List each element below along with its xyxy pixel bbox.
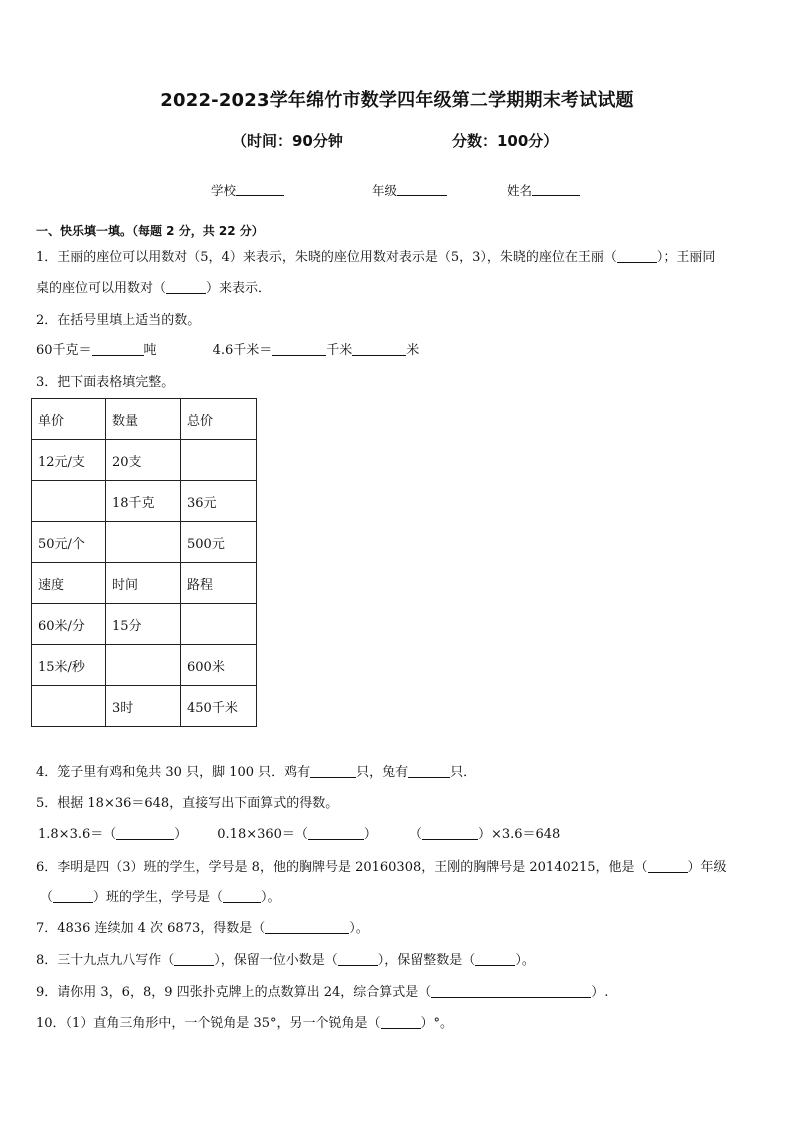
table-cell-blank[interactable] bbox=[32, 686, 106, 727]
table-row bbox=[32, 686, 257, 727]
q8-text-d: ）。 bbox=[515, 953, 535, 968]
question-1-line-2 bbox=[36, 281, 271, 297]
q4-text-a: 4．笼子里有鸡和兔共 30 只，脚 100 只．鸡有 bbox=[36, 765, 311, 780]
table-row bbox=[32, 522, 257, 563]
table-cell: 12元/支 bbox=[32, 440, 106, 481]
name-field bbox=[507, 181, 580, 199]
q2-blank-2[interactable] bbox=[272, 343, 326, 356]
question-5: 5．根据 18×36＝648，直接写出下面算式的得数。 bbox=[36, 796, 339, 811]
q4-text-b: 只，兔有 bbox=[356, 765, 409, 780]
table-row bbox=[32, 481, 257, 522]
table-cell: 36元 bbox=[181, 481, 257, 522]
q5-blank-2[interactable] bbox=[308, 827, 364, 840]
table-cell: 15分 bbox=[106, 604, 181, 645]
table-cell: 450千米 bbox=[181, 686, 257, 727]
q6-text-b: ）年级 bbox=[687, 860, 727, 875]
fill-table bbox=[31, 398, 257, 727]
question-8 bbox=[36, 953, 535, 969]
q5-text-e: （ bbox=[408, 827, 422, 842]
q6-text-d: ）班的学生，学号是（ bbox=[93, 890, 224, 905]
q4-blank-1[interactable] bbox=[310, 765, 356, 778]
q2-text-c: 4.6千米＝ bbox=[212, 343, 273, 358]
q1-text-b: ）；王丽同 bbox=[656, 250, 716, 265]
table-row bbox=[32, 563, 257, 604]
table-cell: 总价 bbox=[181, 399, 257, 440]
q1-text-d: ）来表示． bbox=[206, 281, 272, 296]
question-7 bbox=[36, 921, 369, 937]
question-5-items bbox=[38, 827, 560, 843]
table-cell: 时间 bbox=[106, 563, 181, 604]
q9-text-b: ）. bbox=[591, 985, 609, 1000]
question-2: 2．在括号里填上适当的数。 bbox=[36, 313, 201, 328]
q5-text-b: ） bbox=[174, 827, 188, 842]
q8-blank-1[interactable] bbox=[174, 953, 214, 966]
question-2-items bbox=[36, 343, 419, 359]
q10-text-a: 10．（1）直角三角形中，一个锐角是 35°，另一个锐角是（ bbox=[36, 1016, 381, 1031]
table-cell: 单价 bbox=[32, 399, 106, 440]
table-cell: 速度 bbox=[32, 563, 106, 604]
question-10 bbox=[36, 1016, 453, 1032]
school-blank[interactable] bbox=[236, 183, 284, 196]
q8-blank-3[interactable] bbox=[475, 953, 515, 966]
table-cell: 路程 bbox=[181, 563, 257, 604]
q8-text-a: 8．三十九点九八写作（ bbox=[36, 953, 175, 968]
exam-title: 2022-2023学年绵竹市数学四年级第二学期期末考试试题 bbox=[160, 90, 634, 111]
q9-blank[interactable] bbox=[431, 985, 591, 998]
grade-blank[interactable] bbox=[397, 183, 447, 196]
q1-text-c: 桌的座位可以用数对（ bbox=[36, 281, 167, 296]
q1-text-a: 1．王丽的座位可以用数对（5，4）来表示，朱晓的座位用数对表示是（5，3），朱晓的座位在王丽（ bbox=[36, 250, 617, 265]
table-cell: 数量 bbox=[106, 399, 181, 440]
table-cell-blank[interactable] bbox=[181, 440, 257, 481]
q1-blank-1[interactable] bbox=[617, 250, 657, 263]
q7-text-b: ）。 bbox=[349, 921, 369, 936]
q2-text-a: 60千克＝ bbox=[36, 343, 92, 358]
q2-text-e: 米 bbox=[406, 343, 420, 358]
exam-time: （时间：90分钟 bbox=[232, 132, 343, 150]
q6-blank-1[interactable] bbox=[648, 860, 688, 873]
exam-score: 分数：100分） bbox=[452, 132, 559, 150]
table-cell: 500元 bbox=[181, 522, 257, 563]
table-row bbox=[32, 645, 257, 686]
q5-blank-1[interactable] bbox=[116, 827, 174, 840]
q5-text-d: ） bbox=[363, 827, 377, 842]
question-9 bbox=[36, 985, 608, 1001]
table-cell: 50元/个 bbox=[32, 522, 106, 563]
q2-blank-1[interactable] bbox=[92, 343, 144, 356]
table-cell-blank[interactable] bbox=[32, 481, 106, 522]
q7-blank[interactable] bbox=[265, 921, 349, 934]
question-3: 3．把下面表格填完整。 bbox=[36, 375, 175, 390]
grade-label: 年级 bbox=[372, 183, 398, 198]
table-cell: 3时 bbox=[106, 686, 181, 727]
table-cell-blank[interactable] bbox=[181, 604, 257, 645]
q5-text-f: ）×3.6＝648 bbox=[477, 827, 561, 842]
q4-blank-2[interactable] bbox=[408, 765, 450, 778]
q2-text-d: 千米 bbox=[326, 343, 353, 358]
q2-text-b: 吨 bbox=[143, 343, 157, 358]
question-6-line-1 bbox=[36, 860, 727, 876]
q9-text-a: 9．请你用 3，6，8，9 四张扑克牌上的点数算出 24，综合算式是（ bbox=[36, 985, 432, 1000]
table-cell: 20支 bbox=[106, 440, 181, 481]
q8-blank-2[interactable] bbox=[338, 953, 378, 966]
school-label: 学校 bbox=[211, 183, 237, 198]
section-heading: 一、快乐填一填。（每题 2 分，共 22 分） bbox=[36, 224, 264, 238]
question-4 bbox=[36, 765, 476, 781]
q6-text-a: 6．李明是四（3）班的学生，学号是 8，他的胸牌号是 20160308，王刚的胸牌号是 20140215，他是（ bbox=[36, 860, 648, 875]
table-cell: 600米 bbox=[181, 645, 257, 686]
q5-blank-3[interactable] bbox=[422, 827, 478, 840]
table-row bbox=[32, 440, 257, 481]
name-blank[interactable] bbox=[532, 183, 580, 196]
q8-text-b: ），保留一位小数是（ bbox=[214, 953, 338, 968]
grade-field bbox=[372, 181, 447, 199]
q6-text-e: ）。 bbox=[261, 890, 281, 905]
q4-text-c: 只． bbox=[450, 765, 477, 780]
q2-blank-3[interactable] bbox=[352, 343, 406, 356]
table-cell: 18千克 bbox=[106, 481, 181, 522]
table-cell: 15米/秒 bbox=[32, 645, 106, 686]
school-field bbox=[211, 181, 284, 199]
table-row bbox=[32, 399, 257, 440]
name-label: 姓名 bbox=[507, 183, 533, 198]
q5-text-a: 1.8×3.6＝（ bbox=[38, 827, 117, 842]
q6-text-c: （ bbox=[40, 890, 54, 905]
q10-text-b: ）°。 bbox=[420, 1016, 454, 1031]
q8-text-c: ），保留整数是（ bbox=[377, 953, 476, 968]
table-cell-blank[interactable] bbox=[106, 645, 181, 686]
question-1-line-1 bbox=[36, 250, 715, 266]
table-row bbox=[32, 604, 257, 645]
q6-blank-2[interactable] bbox=[53, 890, 93, 903]
q1-blank-2[interactable] bbox=[166, 281, 206, 294]
q7-text-a: 7．4836 连续加 4 次 6873，得数是（ bbox=[36, 921, 266, 936]
question-6-line-2 bbox=[40, 890, 281, 906]
q6-blank-3[interactable] bbox=[223, 890, 261, 903]
table-cell: 60米/分 bbox=[32, 604, 106, 645]
q5-text-c: 0.18×360＝（ bbox=[217, 827, 308, 842]
table-cell-blank[interactable] bbox=[106, 522, 181, 563]
q10-blank[interactable] bbox=[381, 1016, 421, 1029]
